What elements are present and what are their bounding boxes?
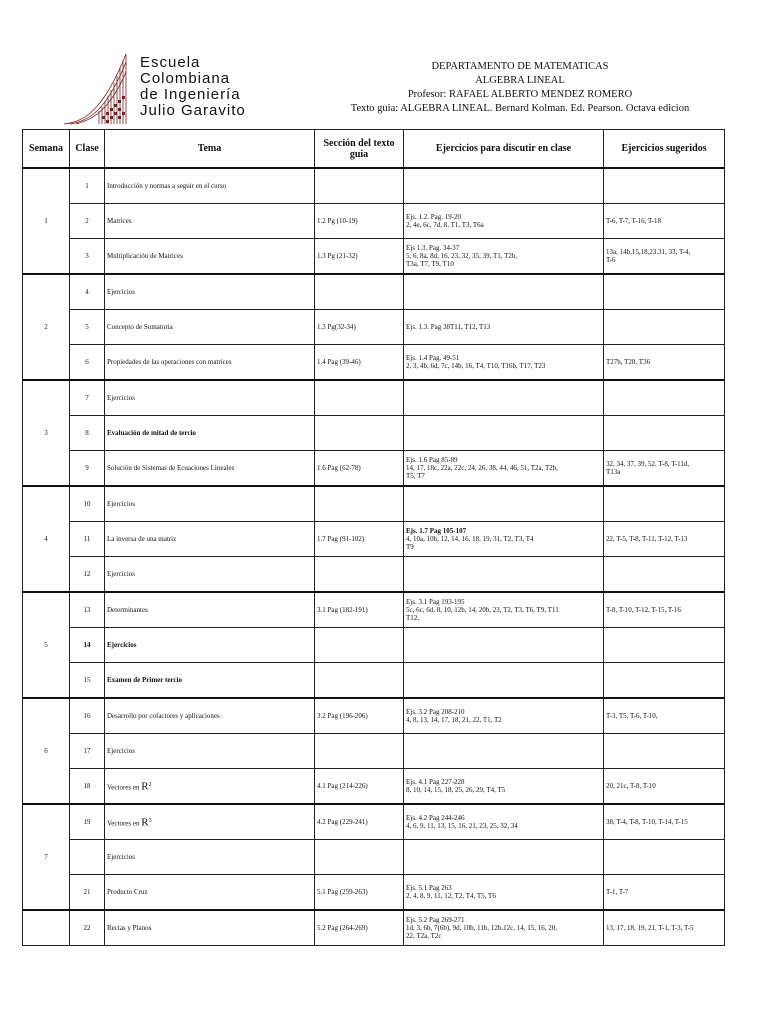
class-topic bbox=[105, 769, 315, 805]
header-clase: Clase bbox=[70, 130, 105, 169]
class-exercises bbox=[404, 910, 604, 946]
class-number: 11 bbox=[70, 522, 105, 557]
text-section: 4.2 Pag (229-241) bbox=[315, 804, 404, 840]
text-section bbox=[315, 274, 404, 310]
suggested-exercises: 20, 21c, T-8, T-10 bbox=[604, 769, 725, 805]
class-topic: Desarrollo por cofactores y aplicaciones bbox=[105, 698, 315, 734]
logo-line-4: Julio Garavito bbox=[140, 102, 246, 119]
table-row bbox=[23, 451, 725, 487]
week-number: 2 bbox=[23, 274, 70, 380]
class-exercises bbox=[404, 592, 604, 628]
suggested-exercises: T-3, T5, T-6, T-10, bbox=[604, 698, 725, 734]
table-row bbox=[23, 628, 725, 663]
exercise-ref: Ejs. 3.2 Pag 208-210 bbox=[406, 708, 465, 716]
class-topic: Determinantes bbox=[105, 592, 315, 628]
class-number: 22 bbox=[70, 910, 105, 946]
table-row bbox=[23, 416, 725, 451]
class-topic: Multiplicación de Matrices bbox=[105, 239, 315, 275]
professor-name: Profesor: RAFAEL ALBERTO MENDEZ ROMERO bbox=[407, 89, 633, 100]
table-row bbox=[23, 486, 725, 522]
logo-line-1: Escuela bbox=[140, 54, 201, 71]
suggested-exercises bbox=[604, 734, 725, 769]
math-symbol-r: R bbox=[141, 780, 149, 793]
suggested-exercises bbox=[604, 840, 725, 875]
class-topic: La inversa de una matriz bbox=[105, 522, 315, 557]
suggested-exercises: T-8, T-10, T-12, T-15, T-16 bbox=[604, 592, 725, 628]
exercise-ref: Ejs. 1.6 Pag 85-89 bbox=[406, 456, 458, 464]
suggested-line: 32, 34, 37, 39, 52, T-8, T-11d, bbox=[606, 460, 690, 468]
suggested-exercises: T27b, T28, T36 bbox=[604, 345, 725, 381]
class-topic: Ejercicios bbox=[105, 557, 315, 593]
week-number bbox=[23, 910, 70, 946]
suggested-exercises bbox=[604, 628, 725, 663]
week-number: 5 bbox=[23, 592, 70, 698]
table-row bbox=[23, 274, 725, 310]
exercise-ref: Ejs. 4.1 Pag 227-228 bbox=[406, 778, 465, 786]
exercise-ref: Ejs. 5.1 Pag 263 bbox=[406, 884, 452, 892]
math-exponent: 3 bbox=[148, 817, 152, 824]
exercise-list-cont: T9 bbox=[406, 543, 414, 551]
week-number: 7 bbox=[23, 804, 70, 910]
table-row bbox=[23, 522, 725, 557]
text-section bbox=[315, 416, 404, 451]
suggested-exercises bbox=[604, 274, 725, 310]
class-exercises bbox=[404, 840, 604, 875]
suggested-exercises bbox=[604, 239, 725, 275]
class-topic: Ejercicios bbox=[105, 628, 315, 663]
suggested-exercises: T-1, T-7 bbox=[604, 875, 725, 911]
class-exercises bbox=[404, 380, 604, 416]
class-topic: Concepto de Sumatoria bbox=[105, 310, 315, 345]
table-row bbox=[23, 698, 725, 734]
text-section bbox=[315, 557, 404, 593]
exercise-list-cont: T5, T7 bbox=[406, 472, 425, 480]
text-section: 1.3 Pg(32-34) bbox=[315, 310, 404, 345]
suggested-exercises bbox=[604, 380, 725, 416]
class-exercises bbox=[404, 663, 604, 699]
class-exercises bbox=[404, 734, 604, 769]
exercise-ref: Ejs. 4.2 Pag 244-246 bbox=[406, 814, 465, 822]
class-topic: Matrices bbox=[105, 204, 315, 239]
class-exercises bbox=[404, 204, 604, 239]
suggested-exercises bbox=[604, 486, 725, 522]
class-exercises bbox=[404, 522, 604, 557]
text-section: 1.2 Pg (10-19) bbox=[315, 204, 404, 239]
logo-line-2: Colombiana bbox=[140, 70, 231, 87]
text-section: 1.7 Pag (91-102) bbox=[315, 522, 404, 557]
text-section bbox=[315, 663, 404, 699]
suggested-line-cont: T13a bbox=[606, 468, 621, 476]
class-topic: Ejercicios bbox=[105, 486, 315, 522]
school-logo-emblem bbox=[62, 52, 128, 126]
exercise-list-cont: T3a, T7, T9, T10 bbox=[406, 260, 454, 268]
suggested-exercises bbox=[604, 310, 725, 345]
exercise-ref: Ejs. 5.2 Pag 269-271 bbox=[406, 916, 465, 924]
exercise-ref: Ejs. 3.1 Pag 193-195 bbox=[406, 598, 465, 606]
course-name: ALGEBRA LINEAL bbox=[475, 75, 565, 86]
department-name: DEPARTAMENTO DE MATEMATICAS bbox=[431, 61, 609, 72]
class-number: 12 bbox=[70, 557, 105, 593]
school-logo-wordmark bbox=[140, 55, 246, 119]
class-number: 7 bbox=[70, 380, 105, 416]
table-row bbox=[23, 663, 725, 699]
math-exponent: 2 bbox=[148, 781, 152, 788]
table-row bbox=[23, 840, 725, 875]
text-section: 1.4 Pag (39-46) bbox=[315, 345, 404, 381]
class-topic: Evaluación de mitad de tercio bbox=[105, 416, 315, 451]
text-section: 5.2 Pag (264-269) bbox=[315, 910, 404, 946]
suggested-exercises: 22, T-5, T-8, T-11, T-12, T-13 bbox=[604, 522, 725, 557]
class-topic: Rectas y Planos bbox=[105, 910, 315, 946]
exercise-list: 2, 4e, 6c, 7d, 8, T1, T3, T6a bbox=[406, 221, 484, 229]
class-number: 19 bbox=[70, 804, 105, 840]
table-row bbox=[23, 168, 725, 204]
suggested-exercises bbox=[604, 168, 725, 204]
class-number: 13 bbox=[70, 592, 105, 628]
text-section: 3.2 Pag (196-206) bbox=[315, 698, 404, 734]
text-section: 1.6 Pag (62-78) bbox=[315, 451, 404, 487]
class-exercises bbox=[404, 310, 604, 345]
suggested-exercises: 38, T-4, T-8, T-10, T-14, T-15 bbox=[604, 804, 725, 840]
class-topic: Propiedades de las operaciones con matrices bbox=[105, 345, 315, 381]
class-topic: Ejercicios bbox=[105, 734, 315, 769]
table-row bbox=[23, 804, 725, 840]
exercise-ref: Ejs. 1.7 Pag 105-107 bbox=[406, 527, 467, 535]
exercise-list: 5, 6, 8a, 8d, 16, 23, 32, 35, 39, T1, T2b, bbox=[406, 252, 518, 260]
table-row bbox=[23, 910, 725, 946]
exercise-list: 8, 10, 14, 15, 18, 25, 26, 29, T4, T5 bbox=[406, 786, 506, 794]
class-exercises bbox=[404, 769, 604, 805]
class-exercises bbox=[404, 557, 604, 593]
class-topic: Ejercicios bbox=[105, 840, 315, 875]
class-topic: Solución de Sistemas de Ecuaciones Lineales bbox=[105, 451, 315, 487]
exercise-list: 2, 4, 8, 9, 11, 12, T2, T4, T5, T6 bbox=[406, 892, 496, 900]
class-number: 21 bbox=[70, 875, 105, 911]
suggested-line-cont: T-6 bbox=[606, 256, 616, 264]
text-section: 1.3 Pg (21-32) bbox=[315, 239, 404, 275]
class-number: 9 bbox=[70, 451, 105, 487]
textbook-reference: Texto guia: ALGEBRA LINEAL. Bernard Kolman. Ed. Pearson. Octava edicion bbox=[350, 103, 690, 114]
text-section: 5.1 Pag (259-263) bbox=[315, 875, 404, 911]
table-row bbox=[23, 345, 725, 381]
class-number: 1 bbox=[70, 168, 105, 204]
table-row bbox=[23, 769, 725, 805]
topic-text: Vectores en bbox=[107, 819, 140, 828]
header-sugeridos: Ejercicios sugeridos bbox=[604, 130, 725, 169]
class-topic: Ejercicios bbox=[105, 380, 315, 416]
exercise-list: 14, 17, 18c, 22a, 22c, 24, 26, 38, 44, 46, 51, T2a, T2b, bbox=[406, 464, 558, 472]
suggested-exercises bbox=[604, 451, 725, 487]
class-number: 4 bbox=[70, 274, 105, 310]
topic-text: Vectores en bbox=[107, 783, 140, 792]
exercise-list: 4, 10a, 10b, 12, 14, 16, 18, 19, 31, T2, T3, T4 bbox=[406, 535, 534, 543]
class-topic: Examen de Primer tercio bbox=[105, 663, 315, 699]
week-number: 3 bbox=[23, 380, 70, 486]
text-section bbox=[315, 840, 404, 875]
exercise-list: 4, 6, 9, 11, 13, 15, 16, 21, 23, 25, 32, 34 bbox=[406, 822, 518, 830]
class-exercises bbox=[404, 698, 604, 734]
exercise-list-cont: T12, bbox=[406, 614, 420, 622]
logo-line-3: de Ingeniería bbox=[140, 86, 241, 103]
exercise-list: 4, 8, 13, 14, 17, 18, 21, 22, T1, T2 bbox=[406, 716, 502, 724]
header-seccion: Sección del texto guia bbox=[315, 130, 404, 169]
header-semana: Semana bbox=[23, 130, 70, 169]
class-exercises bbox=[404, 416, 604, 451]
class-number bbox=[70, 840, 105, 875]
class-exercises bbox=[404, 628, 604, 663]
text-section: 4.1 Pag (214-226) bbox=[315, 769, 404, 805]
class-number: 6 bbox=[70, 345, 105, 381]
exercise-list-cont: 22, T2a, T2c bbox=[406, 932, 442, 940]
table-row bbox=[23, 239, 725, 275]
exercise-ref: Ejs 1.3. Pag. 34-37 bbox=[406, 244, 460, 252]
course-header bbox=[300, 60, 740, 116]
class-number: 14 bbox=[70, 628, 105, 663]
class-number: 18 bbox=[70, 769, 105, 805]
class-number: 15 bbox=[70, 663, 105, 699]
text-section bbox=[315, 486, 404, 522]
text-section: 3.1 Pag (182-191) bbox=[315, 592, 404, 628]
class-number: 10 bbox=[70, 486, 105, 522]
class-topic: Ejercicios bbox=[105, 274, 315, 310]
class-number: 2 bbox=[70, 204, 105, 239]
table-header-row bbox=[23, 130, 725, 169]
exercise-list: 5c, 6c, 6d, 8, 10, 12b, 14, 20b, 23, T2, T3, T6, T9, T11 bbox=[406, 606, 559, 614]
text-section bbox=[315, 168, 404, 204]
text-section bbox=[315, 734, 404, 769]
class-exercises bbox=[404, 875, 604, 911]
class-number: 17 bbox=[70, 734, 105, 769]
table-row bbox=[23, 310, 725, 345]
header-tema: Tema bbox=[105, 130, 315, 169]
class-topic: Introducción y normas a seguir en el curso bbox=[105, 168, 315, 204]
header-ejercicios: Ejercicios para discutir en clase bbox=[404, 130, 604, 169]
class-exercises bbox=[404, 804, 604, 840]
exercise-ref: Ejs. 1.3. Pag 38T11, T12, T13 bbox=[406, 323, 491, 331]
course-schedule-table bbox=[22, 129, 725, 946]
class-exercises bbox=[404, 451, 604, 487]
exercise-ref: Ejs. 1.2. Pag. 19-20 bbox=[406, 213, 462, 221]
exercise-ref: Ejs. 1.4 Pag. 49-51 bbox=[406, 354, 460, 362]
class-exercises bbox=[404, 274, 604, 310]
table-row bbox=[23, 204, 725, 239]
text-section bbox=[315, 380, 404, 416]
suggested-exercises bbox=[604, 416, 725, 451]
suggested-exercises bbox=[604, 557, 725, 593]
class-number: 8 bbox=[70, 416, 105, 451]
week-number: 1 bbox=[23, 168, 70, 274]
week-number: 6 bbox=[23, 698, 70, 804]
class-topic: Producto Cruz bbox=[105, 875, 315, 911]
suggested-exercises: 13, 17, 18, 19, 21, T-1, T-3, T-5 bbox=[604, 910, 725, 946]
school-logo-emblem-graphic bbox=[62, 52, 128, 126]
class-topic bbox=[105, 804, 315, 840]
text-section bbox=[315, 628, 404, 663]
exercise-list: 2, 3, 4b, 6d, 7c, 14b, 16, T4, T10, T16b, T17, T23 bbox=[406, 362, 546, 370]
suggested-line: 13a, 14b,15,18,23.31, 33, T-4, bbox=[606, 248, 691, 256]
table-row bbox=[23, 734, 725, 769]
suggested-exercises: T-6, T-7, T-16, T-18 bbox=[604, 204, 725, 239]
class-number: 3 bbox=[70, 239, 105, 275]
week-number: 4 bbox=[23, 486, 70, 592]
class-number: 5 bbox=[70, 310, 105, 345]
math-symbol-r: R bbox=[141, 816, 149, 829]
class-exercises bbox=[404, 345, 604, 381]
table-row bbox=[23, 380, 725, 416]
suggested-exercises bbox=[604, 663, 725, 699]
exercise-list: 1d, 3, 6b, 7(6b), 9d, 10b, 11b, 12b,12c, 14, 15, 16, 20, bbox=[406, 924, 558, 932]
table-row bbox=[23, 592, 725, 628]
table-row bbox=[23, 557, 725, 593]
class-number: 16 bbox=[70, 698, 105, 734]
class-exercises bbox=[404, 239, 604, 275]
class-exercises bbox=[404, 486, 604, 522]
table-row bbox=[23, 875, 725, 911]
class-exercises bbox=[404, 168, 604, 204]
